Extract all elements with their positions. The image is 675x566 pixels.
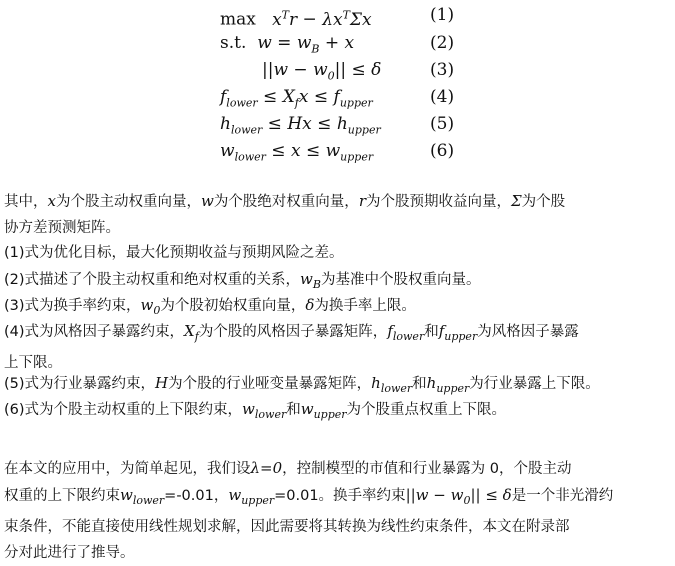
equation-style-exposure: $f_{lower} \le X_fx \le f_{upper}$ <box>220 87 373 110</box>
equation-weight-bounds: $w_{lower} \le x \le w_{upper}$ <box>220 141 374 164</box>
equation-number: (2) <box>430 33 455 53</box>
paragraph-definitions: 其中，x为个股主动权重向量，w为个股绝对权重向量，r为个股预期收益向量，Σ为个股 协方差预测矩阵。 <box>4 192 566 236</box>
equation-number: (5) <box>430 114 455 134</box>
equation-number: (1) <box>430 5 455 25</box>
equation-number: (6) <box>430 141 455 161</box>
line-eq3: (3)式为换手率约束，$w_0$为个股初始权重向量，δ为换手率上限。 <box>4 296 416 317</box>
equation-industry-exposure: $h_{lower} \le Hx \le h_{upper}$ <box>220 114 381 137</box>
paragraph-application: 在本文的应用中，为简单起见，我们设λ=0，控制模型的市值和行业暴露为 0，个股主动 权重的上下限约束$w_{lower}=-0.01$，$w_{upper}=0.01$。换手率约束$||w - w_0|| \le \delta$是一个非光滑约 束条件，不能直接使用线性规划求解，因此需要将其转换为线性约束条件，本文在附录部 分对此进行了推导。 <box>4 459 614 561</box>
line-eq2: (2)式描述了个股主动权重和绝对权重的关系，$w_B$为基准中个股权重向量。 <box>4 270 481 291</box>
equation-objective: max $x^Tr - \lambda x^T\Sigma x$ <box>220 8 372 30</box>
equation-weight-relation: s.t. $w = w_B + x$ <box>220 33 355 56</box>
equation-turnover: $||w - w_0|| \le \delta$ <box>262 60 382 83</box>
line-eq1: (1)式为优化目标，最大化预期收益与预期风险之差。 <box>4 245 344 261</box>
line-eq5: (5)式为行业暴露约束，H为个股的行业哑变量暴露矩阵，$h_{lower}$和$h_{upper}$为行业暴露上下限。 <box>4 374 600 395</box>
equation-number: (3) <box>430 60 455 80</box>
equation-block <box>0 0 675 170</box>
line-eq4: (4)式为风格因子暴露约束，$X_f$为个股的风格因子暴露矩阵，$f_{lower}$和$f_{upper}$为风格因子暴露 上下限。 <box>4 322 579 371</box>
line-eq6: (6)式为个股主动权重的上下限约束，$w_{lower}$和$w_{upper}$为个股重点权重上下限。 <box>4 400 506 421</box>
equation-number: (4) <box>430 87 455 107</box>
